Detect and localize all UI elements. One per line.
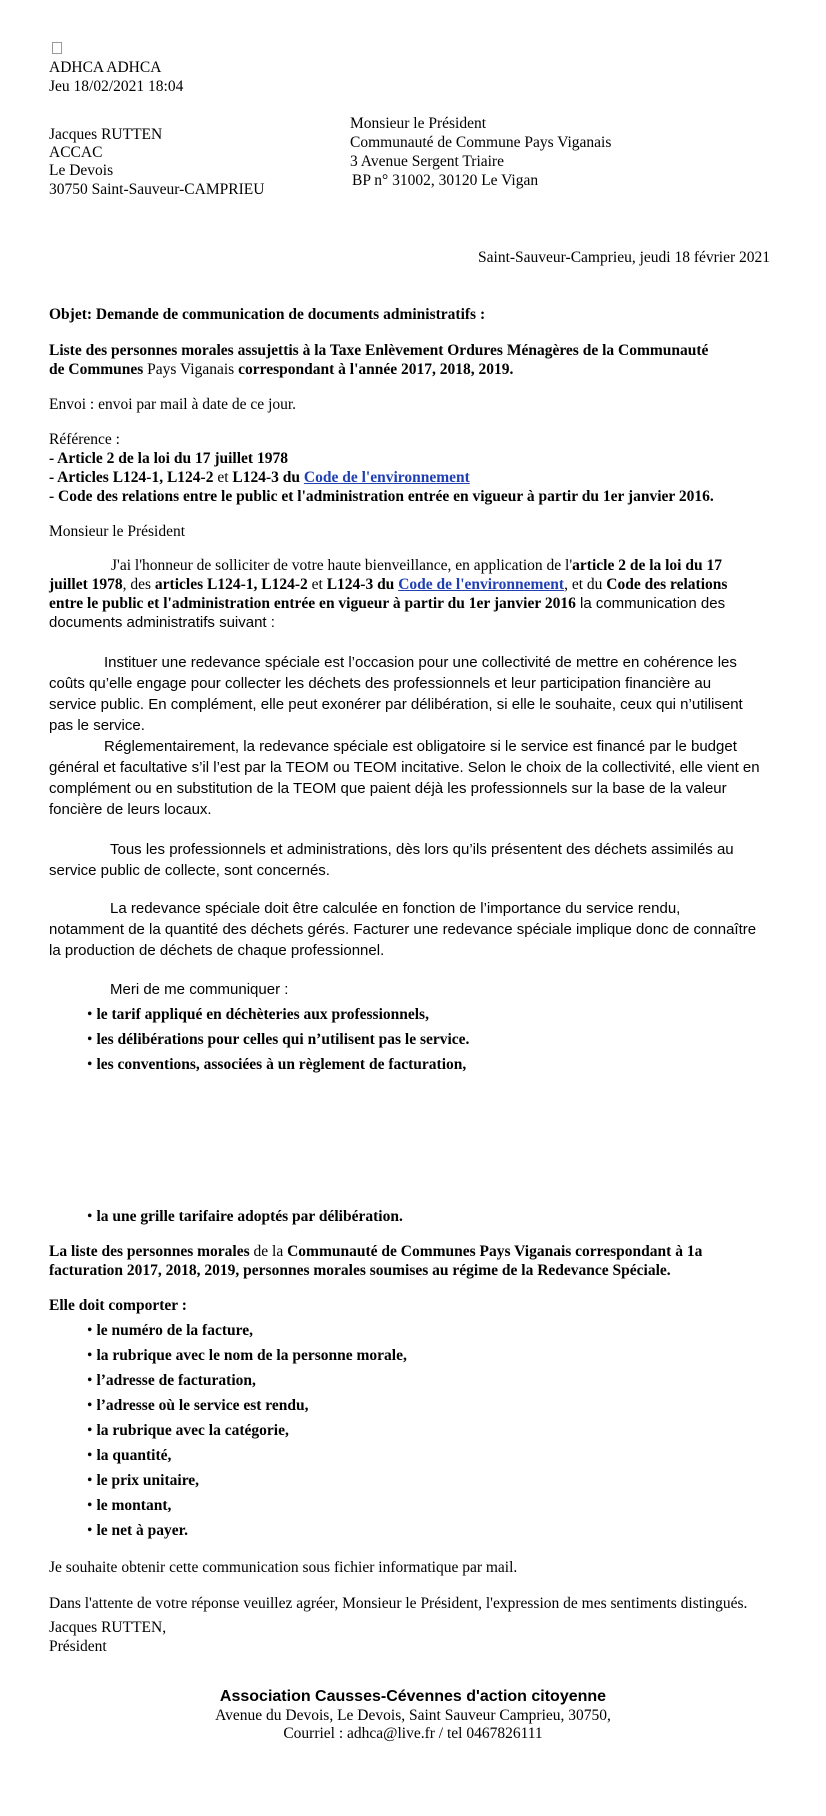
reference-1: - Article 2 de la loi du 17 juillet 1978 <box>49 450 288 467</box>
p1-line-2: coûts qu’elle engage pour collecter les déchets des professionnels et leur participation financière au <box>49 675 712 692</box>
list-item: • le tarif appliqué en déchèteries aux professionnels, <box>87 1006 429 1023</box>
recipient-street: 3 Avenue Sergent Triaire <box>350 153 504 170</box>
bullet-icon: • <box>87 1031 93 1048</box>
bullet-icon: • <box>87 1422 93 1439</box>
list-item: • les délibérations pour celles qui n’utilisent pas le service. <box>87 1031 470 1048</box>
intro-line-2: juillet 1978, des articles L124-1, L124-2 et L124-3 du Code de l'environnement, et du Code des relations <box>49 576 728 593</box>
intro-line-1: J'ai l'honneur de solliciter de votre haute bienveillance, en application de l'article 2 de la loi du 17 <box>111 557 722 574</box>
sender-place: Le Devois <box>49 162 114 179</box>
bullet-icon: • <box>87 1397 93 1414</box>
list-item-grille: • la une grille tarifaire adoptés par délibération. <box>87 1208 403 1225</box>
recipient-title: Monsieur le Président <box>350 115 487 132</box>
liste-line-2: de Communes Pays Viganais correspondant à l'année 2017, 2018, 2019. <box>49 361 514 378</box>
signature-role: Président <box>49 1638 107 1655</box>
p2-line-4: foncière de leurs locaux. <box>49 801 212 818</box>
list-item: • les conventions, associées à un règlement de facturation, <box>87 1056 467 1073</box>
footer-contact: Courriel : adhca@live.fr / tel 0467826111 <box>283 1725 543 1742</box>
p1-line-3: service public. En complément, elle peut exonérer par délibération, si elle le souhaite, ceux qui n’utilisent <box>49 696 743 713</box>
p4-line-2: notamment de la quantité des déchets gérés. Facturer une redevance spéciale implique donc de connaître <box>49 921 757 938</box>
list-item: • l’adresse de facturation, <box>87 1372 256 1389</box>
bullet-icon: • <box>87 1522 93 1539</box>
code-environnement-link-2[interactable]: Code de l'environnement <box>398 576 565 593</box>
bullet-icon: • <box>87 1322 93 1339</box>
p3-line-1: Tous les professionnels et administrations, dès lors qu’ils présentent des déchets assimilés au <box>110 841 734 858</box>
bullet-icon: • <box>87 1056 93 1073</box>
p2-line-3: complément ou en substitution de la TEOM que paient déjà les professionnels sur la base de la valeur <box>49 780 727 797</box>
salutation: Monsieur le Président <box>49 523 186 540</box>
subject-line: Objet: Demande de communication de documents administratifs : <box>49 306 486 323</box>
code-environnement-link[interactable]: Code de l'environnement <box>303 469 470 486</box>
liste2-line-2: facturation 2017, 2018, 2019, personnes morales soumises au régime de la Redevance Spéciale. <box>49 1262 671 1279</box>
p3-line-2: service public de collecte, sont concernés. <box>49 862 330 879</box>
intro-line-3: entre le public et l'administration entrée en vigueur à partir du 1er janvier 2016 la communication des <box>49 595 726 612</box>
reference-2: - Articles L124-1, L124-2 et L124-3 du Code de l'environnement <box>49 469 470 486</box>
p1-line-4: pas le service. <box>49 717 145 734</box>
bullet-icon: • <box>87 1447 93 1464</box>
envoi-line: Envoi : envoi par mail à date de ce jour. <box>49 396 297 413</box>
bullet-icon: • <box>87 1472 93 1489</box>
reference-3: - Code des relations entre le public et l'administration entrée en vigueur à partir du 1er janvier 2016. <box>49 488 714 505</box>
sender-org: ACCAC <box>49 144 103 161</box>
reference-label: Référence : <box>49 431 120 448</box>
liste-line-1: Liste des personnes morales assujettis à la Taxe Enlèvement Ordures Ménagères de la Communauté <box>49 342 709 359</box>
list-item: • la rubrique avec la catégorie, <box>87 1422 289 1439</box>
bullet-icon: • <box>87 1497 93 1514</box>
email-datetime: Jeu 18/02/2021 18:04 <box>49 78 184 95</box>
list-item: • le net à payer. <box>87 1522 188 1539</box>
footer-address: Avenue du Devois, Le Devois, Saint Sauveur Camprieu, 30750, <box>215 1707 611 1724</box>
recipient-org: Communauté de Commune Pays Viganais <box>350 134 612 151</box>
list-item: • le numéro de la facture, <box>87 1322 253 1339</box>
merci-line: Meri de me communiquer : <box>110 981 289 998</box>
list-item: • l’adresse où le service est rendu, <box>87 1397 309 1414</box>
list-item: • la quantité, <box>87 1447 172 1464</box>
liste2-line-1: La liste des personnes morales de la Communauté de Communes Pays Viganais correspondant à 1a <box>49 1243 703 1260</box>
bullet-icon: • <box>87 1372 93 1389</box>
bullet-icon: • <box>87 1347 93 1364</box>
souhait-line: Je souhaite obtenir cette communication sous fichier informatique par mail. <box>49 1559 518 1576</box>
closing-line: Dans l'attente de votre réponse veuillez agréer, Monsieur le Président, l'expression de mes sentiments distingués. <box>49 1595 748 1612</box>
broken-image-placeholder-icon <box>52 42 62 54</box>
list-item: • la rubrique avec le nom de la personne morale, <box>87 1347 407 1364</box>
list-item: • le prix unitaire, <box>87 1472 200 1489</box>
comporter-line: Elle doit comporter : <box>49 1297 187 1314</box>
footer-org: Association Causses-Cévennes d'action citoyenne <box>219 1688 607 1705</box>
p1-line-1: Instituer une redevance spéciale est l’occasion pour une collectivité de mettre en cohérence les <box>104 654 737 671</box>
email-sender-line: ADHCA ADHCA <box>49 59 162 76</box>
p4-line-3: la production de déchets de chaque professionnel. <box>49 942 385 959</box>
p2-line-1: Réglementairement, la redevance spéciale est obligatoire si le service est financé par le budget <box>104 738 737 755</box>
sender-city: 30750 Saint-Sauveur-CAMPRIEU <box>49 181 265 198</box>
sender-name: Jacques RUTTEN <box>49 126 163 143</box>
bullet-icon: • <box>87 1208 93 1225</box>
recipient-bp: BP n° 31002, 30120 Le Vigan <box>352 172 539 189</box>
date-line: Saint-Sauveur-Camprieu, jeudi 18 février 2021 <box>478 249 770 266</box>
bullet-icon: • <box>87 1006 93 1023</box>
intro-line-4: documents administratifs suivant : <box>49 614 275 631</box>
p2-line-2: général et facultative s’il l’est par la TEOM ou TEOM incitative. Selon le choix de la collectivité, elle vient en <box>49 759 760 776</box>
list-item: • le montant, <box>87 1497 172 1514</box>
p4-line-1: La redevance spéciale doit être calculée en fonction de l’importance du service rendu, <box>110 900 681 917</box>
signature-name: Jacques RUTTEN, <box>49 1619 167 1636</box>
